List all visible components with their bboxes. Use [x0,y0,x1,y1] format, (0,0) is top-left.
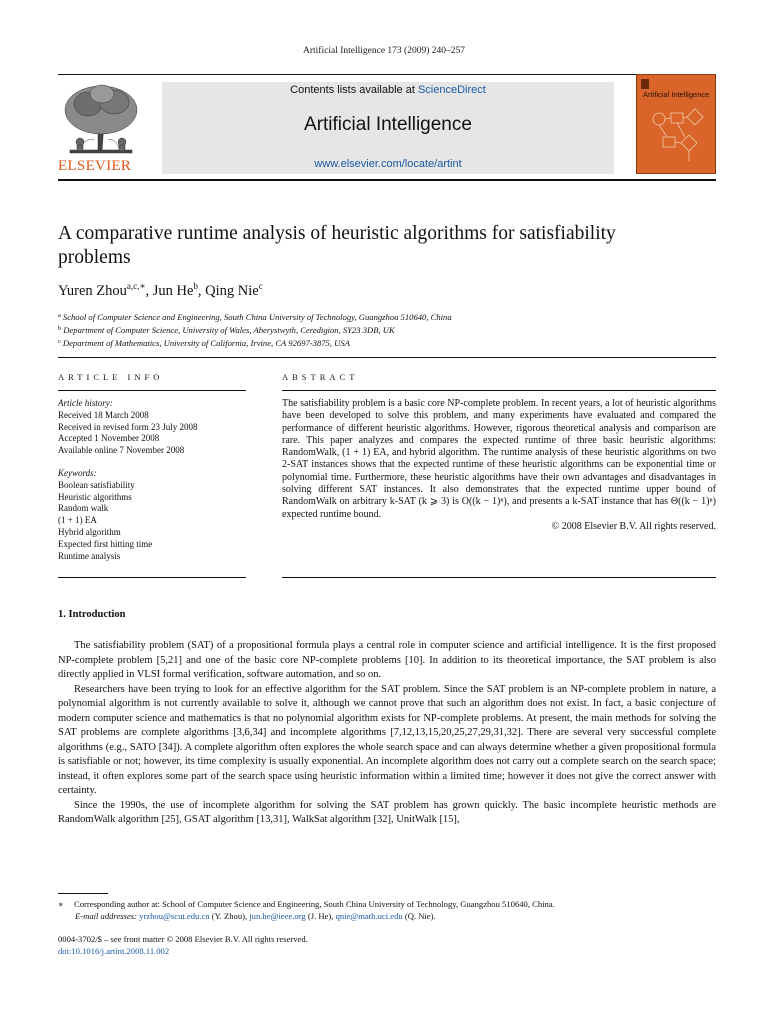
author-name[interactable]: Yuren Zhou [58,283,127,299]
abstract-text: The satisfiability problem is a basic core NP-complete problem. In recent years, a lot of heuristic algorithms have been developed to solve this problem, and many experiments have evaluated and compared the performance of different heuristic algorithms. However, rigorous theoretical analysis and comparison are rare. This paper analyzes and compares the expected runtime of three basic heuristic algorithms: RandomWalk, (1 + 1) EA, and hybrid algorithm. The runtime analysis of these heuristic algorithms on two 2-SAT instances shows that the expected runtime of these heuristic algorithms can be exponential time or polynomial time. Furthermore, these heuristic algorithms have their own advantages and disadvantages in solving different SAT instances. It also demonstrates that the expected runtime upper bound of RandomWalk on arbitrary k-SAT (k ⩾ 3) is O((k − 1)ⁿ), and presents a k-SAT instance that has Θ((k − 1)ⁿ) expected runtime bound. [282,398,716,520]
footnotes [58,898,716,922]
keywords-label: Keywords: [58,467,97,478]
journal-url-link[interactable]: www.elsevier.com/locate/artint [314,158,462,170]
affiliation-item [58,336,452,349]
article-info-bottom-rule [58,577,246,578]
author-affil-marks[interactable]: a,c,∗ [126,281,146,291]
section-heading-introduction: 1. Introduction [58,609,126,620]
email-link[interactable]: jun.he@ieee.org [249,911,306,921]
author-name[interactable]: Jun He [152,283,194,299]
front-matter [58,933,308,957]
sciencedirect-link[interactable]: ScienceDirect [417,84,486,96]
footnote-star: ∗ [58,899,64,909]
affiliation-item [58,310,452,323]
email-link[interactable]: qnie@math.uci.edu [335,911,403,921]
author-affil-marks[interactable]: c [258,281,263,291]
journal-banner [162,82,614,174]
history-item: Received in revised form 23 July 2008 [58,421,198,432]
affiliation-key: c [58,338,61,345]
front-matter-line: 0004-3702/$ – see front matter © 2008 Elsevier B.V. All rights reserved. [58,934,308,944]
abstract-body [282,398,716,533]
affiliation-text: School of Computer Science and Engineering, South China University of Technology, Guangzhou 510640, China [62,312,452,322]
elsevier-wordmark: ELSEVIER [58,158,132,174]
affiliation-key: b [58,325,62,332]
masthead [58,74,716,176]
author-name[interactable]: Qing Nie [205,283,259,299]
body-paragraph: The satisfiability problem (SAT) of a propositional formula plays a central role in computer science and artificial intelligence. It is the first proposed NP-complete problem [5,21] and one of the basic core NP-complete problems [10]. In addition to its theoretical importance, the SAT problem is also directly applied in VLSI formal verification, software automation, and so on. [58,640,716,680]
footnote-rule [58,893,108,894]
corresponding-author-note [58,898,716,910]
journal-title: Artificial Intelligence [304,114,472,135]
author-list [58,281,263,300]
abstract-bottom-rule [282,577,716,578]
affiliation-text: Department of Computer Science, University of Wales, Aberystwyth, Ceredigion, SY23 3DB, UK [63,325,395,335]
corresponding-author-text: Corresponding author at: School of Computer Science and Engineering, South China University of Technology, Guangzhou 510640, China. [74,899,555,909]
article-info-top-rule [58,390,246,391]
history-item: Accepted 1 November 2008 [58,433,160,444]
keyword-item: Heuristic algorithms [58,491,132,502]
abstract-heading: ABSTRACT [282,372,359,382]
author-affil-marks[interactable]: b [193,281,198,291]
keyword-item: Expected first hitting time [58,538,153,549]
email-line [58,910,716,922]
abstract-copyright: © 2008 Elsevier B.V. All rights reserved. [551,520,716,532]
author-separator: , [197,283,206,299]
history-label: Article history: [58,398,113,408]
affiliation-key: a [58,312,61,319]
masthead-bottom-rule [58,179,716,181]
journal-cover-image [636,74,716,174]
cover-title: Artificial Intelligence [643,90,710,99]
body-paragraph: Researchers have been trying to look for an effective algorithm for the SAT problem. Since the SAT problem is an NP-complete problem in nature, a polynomial algorithm is not currently available to solve it, although we cannot prove that such an algorithm does not exist. In fact, a basic conjecture of modern computer science and mathematics is that no polynomial algorithm exists for NP-complete problems. At present, the main methods for solving the SAT problems are complete algorithms [3,6,34] and incomplete algorithms [7,12,13,15,20,25,27,29,31,32]. There are several very successful complete algorithms (e.g., SATO [34]). A complete algorithm often explores the whole search space and can always determine whether a given propositional formula is satisfiable or not; however, its time complexity is usually exponential. An incomplete algorithm does not carry out a complete search on the search space; instead, it often explores some part of the search space using heuristic information within a limited time; however it does not give the correct answer with certainty. [58,683,716,796]
email-label: E-mail addresses: [75,911,137,921]
keyword-item: Runtime analysis [58,550,121,561]
article-title: A comparative runtime analysis of heuristic algorithms for satisfiability problems [58,223,616,268]
email-owner: (Q. Nie). [402,911,436,921]
author-separator: , [145,283,153,299]
running-head: Artificial Intelligence 173 (2009) 240–257 [303,46,465,56]
history-item: Received 18 March 2008 [58,409,149,420]
keyword-item: Random walk [58,503,109,514]
article-info [58,398,246,562]
body-paragraph: Since the 1990s, the use of incomplete algorithm for solving the SAT problem has grown quickly. The basic incomplete heuristic methods are RandomWalk algorithm [25], GSAT algorithm [13,31], WalkSat algorithm [32], UnitWalk [15], [58,799,716,825]
keyword-item: Boolean satisfiability [58,479,135,490]
header-divider [58,357,716,358]
affiliation-text: Department of Mathematics, University of California, Irvine, CA 92697-3875, USA [62,338,350,348]
contents-prefix: Contents lists available at [290,84,418,96]
email-owner: (J. He), [305,911,336,921]
doi-link[interactable]: doi:10.1016/j.artint.2008.11.002 [58,946,170,956]
abstract-top-rule [282,390,716,391]
email-link[interactable]: yrzhou@scut.edu.cn [139,911,210,921]
email-owner: (Y. Zhou), [209,911,250,921]
history-item: Available online 7 November 2008 [58,445,185,456]
introduction-body [58,639,716,828]
keyword-item: (1 + 1) EA [58,515,97,526]
affiliations [58,310,452,349]
contents-line [162,84,614,96]
affiliation-item [58,323,452,336]
article-info-heading: ARTICLE INFO [58,372,164,382]
keyword-item: Hybrid algorithm [58,526,121,537]
